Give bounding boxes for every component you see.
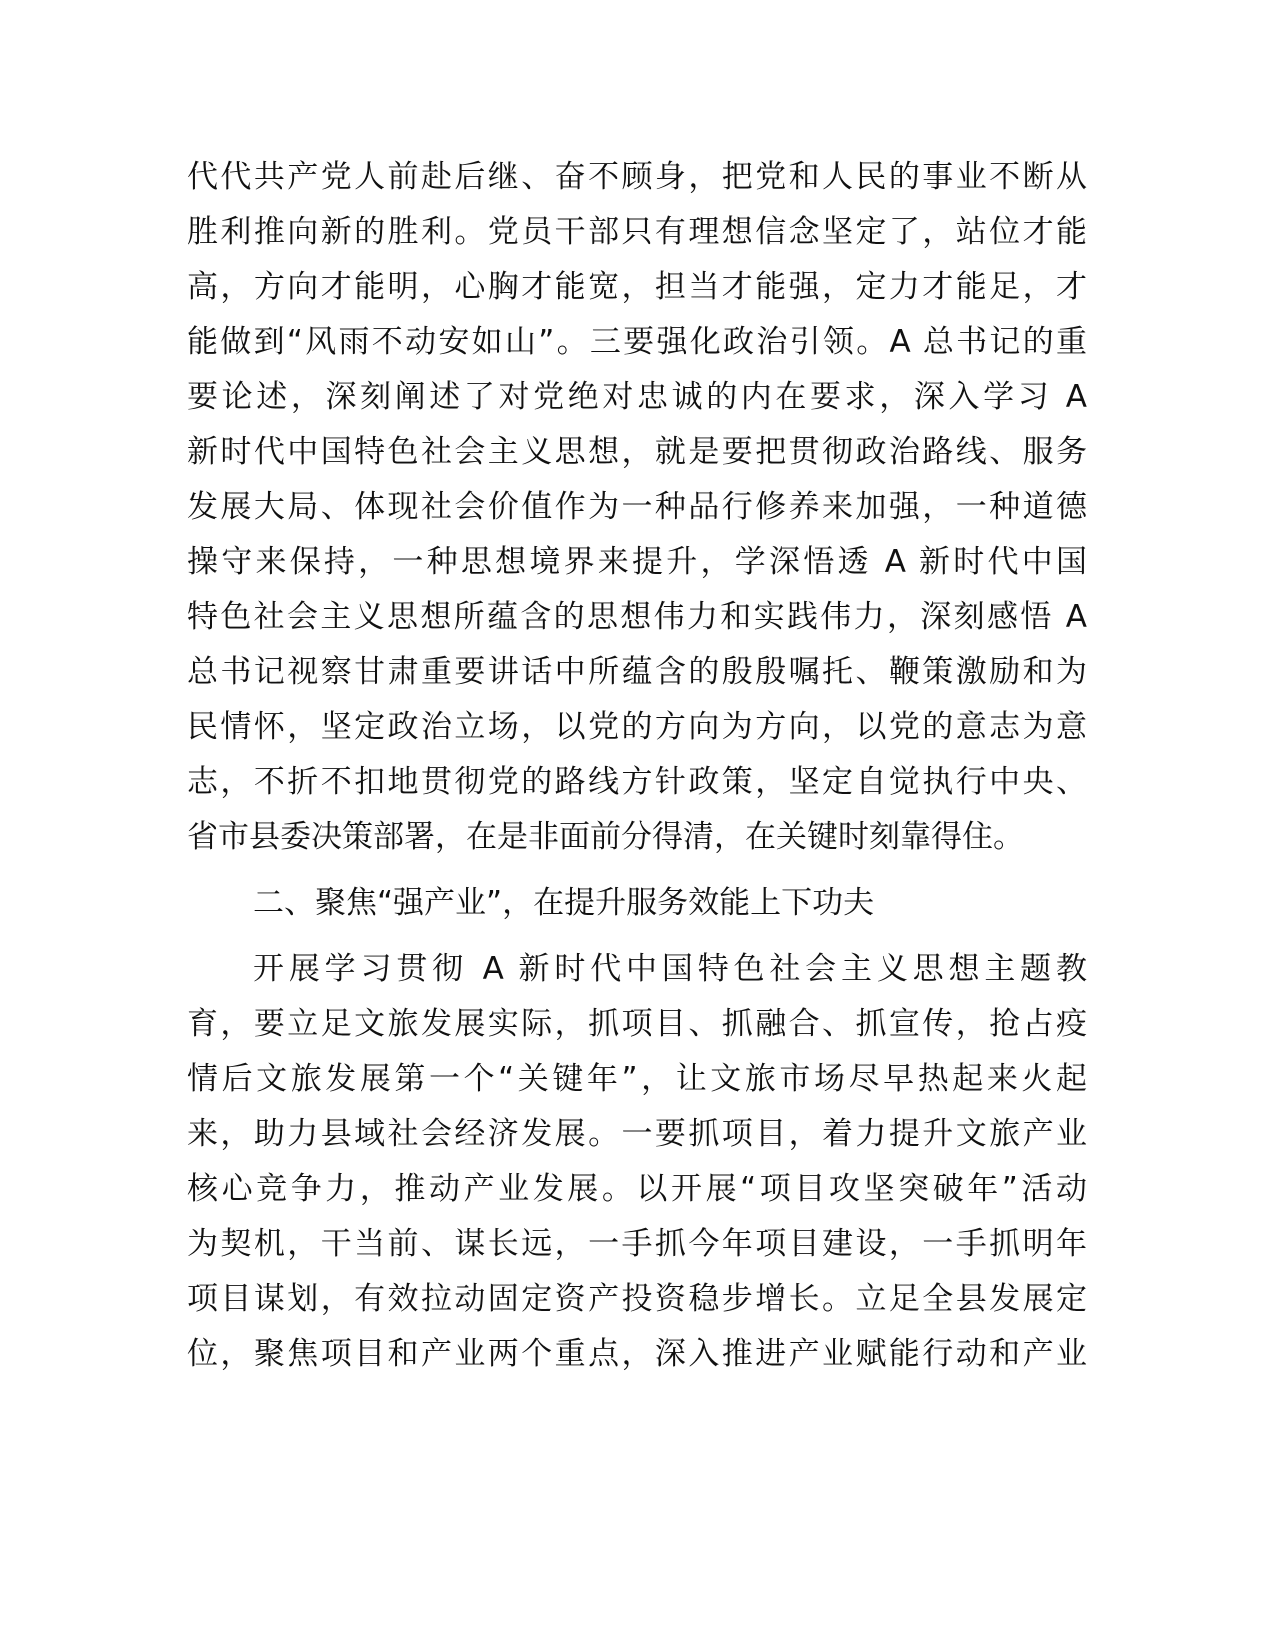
body-text-line: 为契机，干当前、谋长远，一手抓今年项目建设，一手抓明年 <box>187 1226 1087 1262</box>
body-text-line: 核心竞争力，推动产业发展。以开展“项目攻坚突破年”活动 <box>187 1171 1087 1207</box>
body-text-line: 新时代中国特色社会主义思想，就是要把贯彻政治路线、服务 <box>187 434 1087 470</box>
body-text-line: 操守来保持，一种思想境界来提升，学深悟透 A 新时代中国 <box>187 544 1087 580</box>
body-text-line: 开展学习贯彻 A 新时代中国特色社会主义思想主题教 <box>253 951 1087 987</box>
body-text-line: 代代共产党人前赴后继、奋不顾身，把党和人民的事业不断从 <box>187 159 1087 195</box>
body-text-line: 志，不折不扣地贯彻党的路线方针政策，坚定自觉执行中央、 <box>187 764 1087 800</box>
body-text-line: 位，聚焦项目和产业两个重点，深入推进产业赋能行动和产业 <box>187 1336 1087 1372</box>
body-text-line: 发展大局、体现社会价值作为一种品行修养来加强，一种道德 <box>187 489 1087 525</box>
body-text-line: 育，要立足文旅发展实际，抓项目、抓融合、抓宣传，抢占疫 <box>187 1006 1087 1042</box>
body-text-line: 高，方向才能明，心胸才能宽，担当才能强，定力才能足，才 <box>187 269 1087 305</box>
body-text-line: 来，助力县域社会经济发展。一要抓项目，着力提升文旅产业 <box>187 1116 1087 1152</box>
body-text-line: 特色社会主义思想所蕴含的思想伟力和实践伟力，深刻感悟 A <box>187 599 1087 635</box>
body-text-line: 项目谋划，有效拉动固定资产投资稳步增长。立足全县发展定 <box>187 1281 1087 1317</box>
body-text-line: 能做到“风雨不动安如山”。三要强化政治引领。A 总书记的重 <box>187 324 1087 360</box>
body-text-line: 省市县委决策部署，在是非面前分得清，在关键时刻靠得住。 <box>187 819 1024 855</box>
section-heading: 二、聚焦“强产业”，在提升服务效能上下功夫 <box>253 885 875 921</box>
body-text-line: 胜利推向新的胜利。党员干部只有理想信念坚定了，站位才能 <box>187 214 1087 250</box>
body-text-line: 民情怀，坚定政治立场，以党的方向为方向，以党的意志为意 <box>187 709 1087 745</box>
body-text-line: 情后文旅发展第一个“关键年”，让文旅市场尽早热起来火起 <box>187 1061 1087 1097</box>
body-text-line: 要论述，深刻阐述了对党绝对忠诚的内在要求，深入学习 A <box>187 379 1087 415</box>
body-text-line: 总书记视察甘肃重要讲话中所蕴含的殷殷嘱托、鞭策激励和为 <box>187 654 1087 690</box>
